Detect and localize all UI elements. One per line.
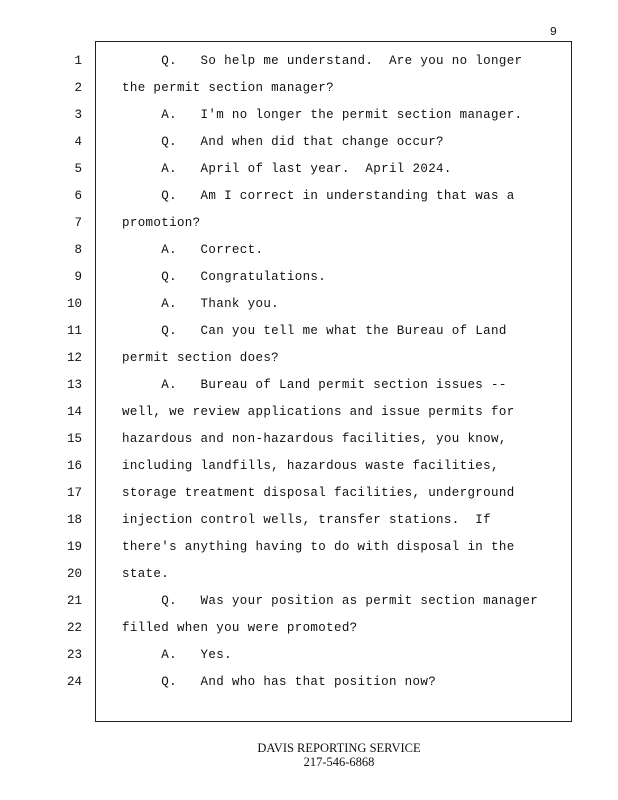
- line-number: 21: [66, 594, 82, 608]
- transcript-line: Q. And who has that position now?: [122, 675, 437, 689]
- line-number: 2: [74, 81, 82, 95]
- reporting-service-phone: 217-546-6868: [303, 755, 375, 769]
- transcript-line: A. Correct.: [122, 243, 264, 257]
- transcript-line: storage treatment disposal facilities, underground: [122, 486, 515, 500]
- transcript-line: Q. Can you tell me what the Bureau of Land: [122, 324, 507, 338]
- line-number: 17: [66, 486, 82, 500]
- line-number: 13: [66, 378, 82, 392]
- transcript-line: A. I'm no longer the permit section manager.: [122, 108, 523, 122]
- transcript-line: Q. Was your position as permit section manager: [122, 594, 539, 608]
- line-number: 3: [74, 108, 82, 122]
- line-number: 23: [66, 648, 82, 662]
- transcript-line: A. Bureau of Land permit section issues --: [122, 378, 507, 392]
- transcript-body: [122, 53, 562, 701]
- transcript-line: hazardous and non-hazardous facilities, you know,: [122, 432, 507, 446]
- line-number: 11: [66, 324, 82, 338]
- line-number: 10: [66, 297, 82, 311]
- line-number: 16: [66, 459, 82, 473]
- transcript-line: injection control wells, transfer stations. If: [122, 513, 492, 527]
- line-number: 14: [66, 405, 82, 419]
- line-number: 5: [74, 162, 82, 176]
- line-number: 7: [74, 216, 82, 230]
- reporting-service-name: DAVIS REPORTING SERVICE: [257, 741, 421, 755]
- transcript-line: Q. And when did that change occur?: [122, 135, 444, 149]
- transcript-line: the permit section manager?: [122, 81, 334, 95]
- line-number: 22: [66, 621, 82, 635]
- line-number: 12: [66, 351, 82, 365]
- transcript-line: Q. Am I correct in understanding that was a: [122, 189, 515, 203]
- line-number: 1: [74, 54, 82, 68]
- transcript-line: there's anything having to do with disposal in the: [122, 540, 515, 554]
- transcript-line: well, we review applications and issue permits for: [122, 405, 515, 419]
- line-number: 9: [74, 270, 82, 284]
- line-number: 19: [66, 540, 82, 554]
- line-number: 6: [74, 189, 82, 203]
- transcript-line: state.: [122, 567, 170, 581]
- line-number: 24: [66, 675, 82, 689]
- line-number: 4: [74, 135, 82, 149]
- transcript-line: promotion?: [122, 216, 201, 230]
- line-number: 18: [66, 513, 82, 527]
- transcript-line: Q. Congratulations.: [122, 270, 327, 284]
- transcript-line: A. Yes.: [122, 648, 232, 662]
- page-number: 9: [549, 25, 557, 39]
- line-number-column: [40, 53, 82, 701]
- transcript-line: Q. So help me understand. Are you no longer: [122, 54, 523, 68]
- footer: [0, 741, 618, 769]
- transcript-line: A. April of last year. April 2024.: [122, 162, 452, 176]
- line-number: 20: [66, 567, 82, 581]
- transcript-line: A. Thank you.: [122, 297, 280, 311]
- transcript-line: including landfills, hazardous waste facilities,: [122, 459, 499, 473]
- line-number: 8: [74, 243, 82, 257]
- transcript-line: filled when you were promoted?: [122, 621, 358, 635]
- transcript-line: permit section does?: [122, 351, 280, 365]
- line-number: 15: [66, 432, 82, 446]
